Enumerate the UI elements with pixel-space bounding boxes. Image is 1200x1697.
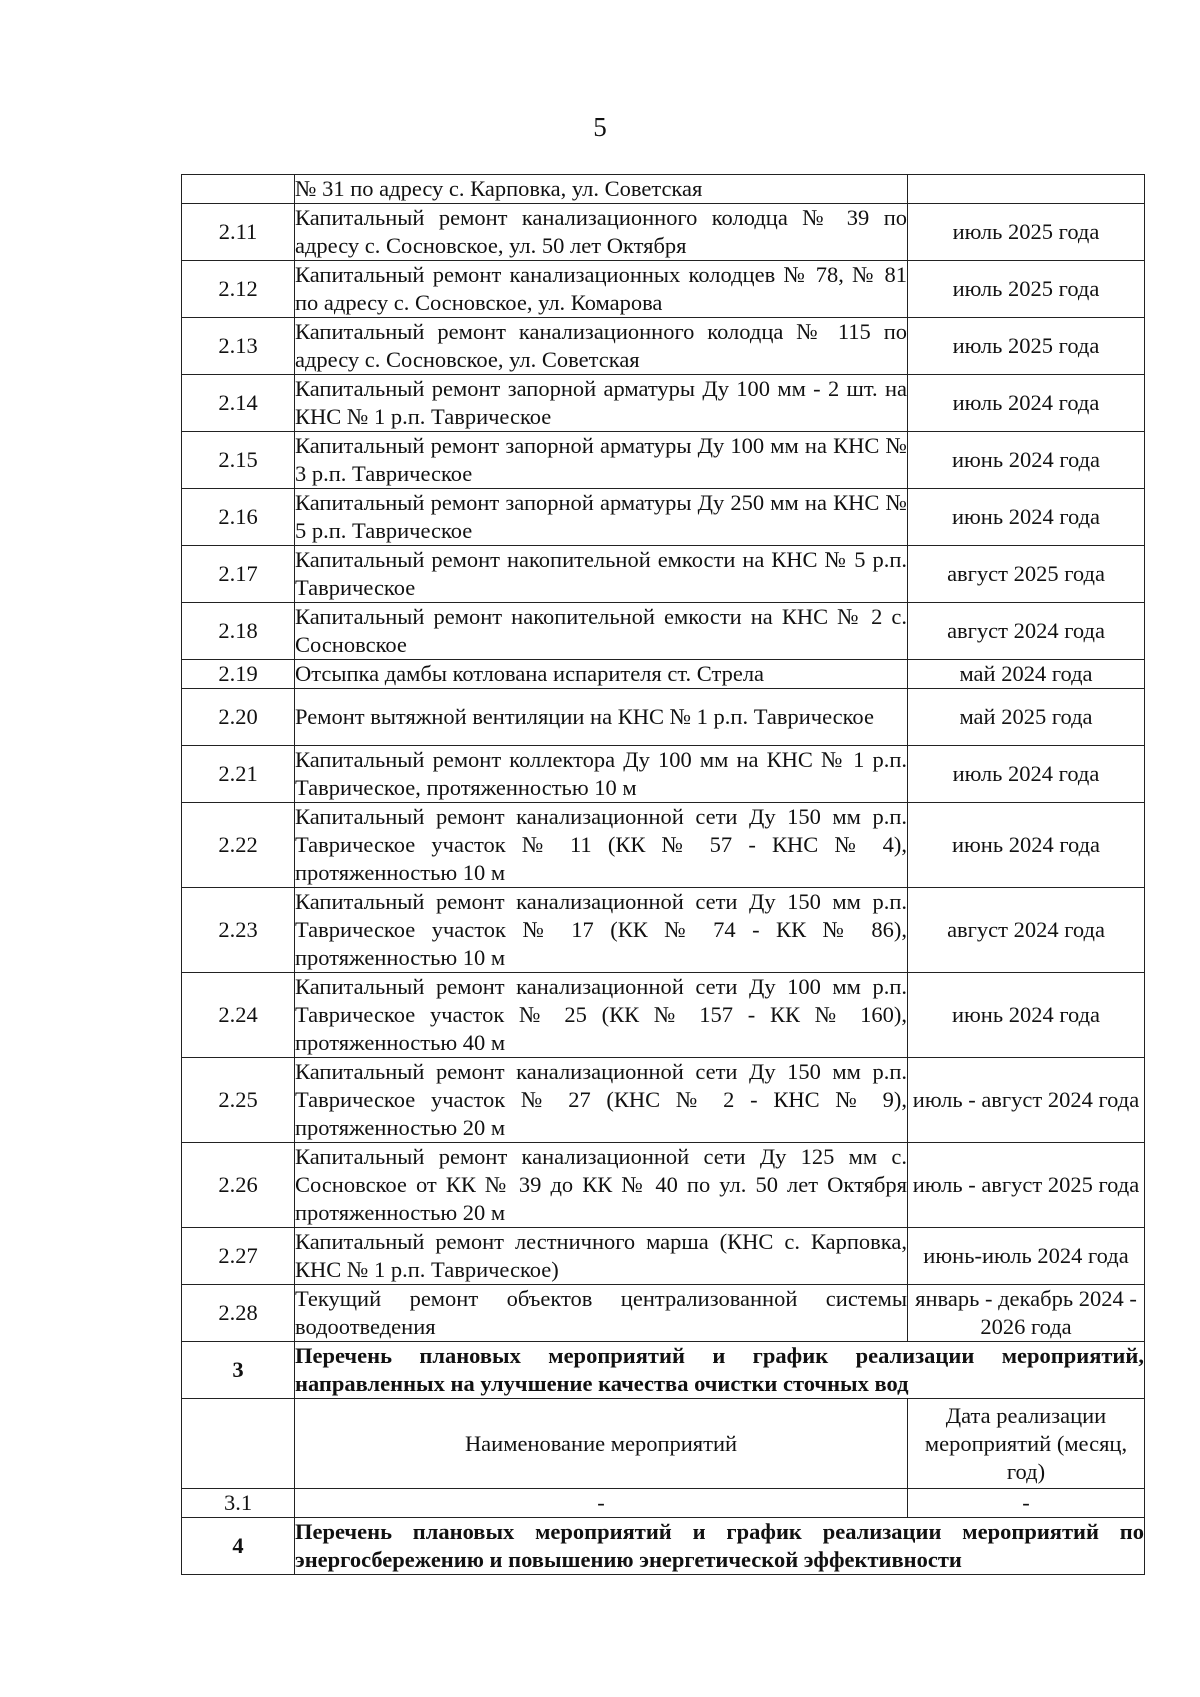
row-description: Капитальный ремонт канализационной сети Ду 150 мм р.п. Таврическое участок № 27 (КНС № 2 - КНС № 9), протяженностью 20 м bbox=[295, 1058, 908, 1143]
row-date: июль 2025 года bbox=[908, 204, 1145, 261]
row-date: июль 2025 года bbox=[908, 318, 1145, 375]
row-description: № 31 по адресу с. Карповка, ул. Советская bbox=[295, 175, 908, 204]
table-row bbox=[182, 803, 1145, 888]
row-description: Капитальный ремонт коллектора Ду 100 мм на КНС № 1 р.п. Таврическое, протяженностью 10 м bbox=[295, 746, 908, 803]
row-description: Капитальный ремонт канализационных колодцев № 78, № 81 по адресу с. Сосновское, ул. Комарова bbox=[295, 261, 908, 318]
table-row bbox=[182, 746, 1145, 803]
row-number: 2.22 bbox=[182, 803, 295, 888]
row-number: 3.1 bbox=[182, 1489, 295, 1518]
table-row bbox=[182, 546, 1145, 603]
section-3-header-row bbox=[182, 1342, 1145, 1399]
row-number: 2.19 bbox=[182, 660, 295, 689]
row-number: 2.23 bbox=[182, 888, 295, 973]
table-row bbox=[182, 1143, 1145, 1228]
row-date: май 2024 года bbox=[908, 660, 1145, 689]
section-4 bbox=[182, 1518, 1145, 1575]
row-date: июнь-июль 2024 года bbox=[908, 1228, 1145, 1285]
row-number: 2.25 bbox=[182, 1058, 295, 1143]
row-number: 2.26 bbox=[182, 1143, 295, 1228]
row-number: 2.27 bbox=[182, 1228, 295, 1285]
row-date: июнь 2024 года bbox=[908, 803, 1145, 888]
column-header-date: Дата реализации мероприятий (месяц, год) bbox=[908, 1399, 1145, 1489]
row-description: Капитальный ремонт канализационного колодца № 115 по адресу с. Сосновское, ул. Советская bbox=[295, 318, 908, 375]
table-row bbox=[182, 689, 1145, 746]
section-4-header-row bbox=[182, 1518, 1145, 1575]
row-description: Капитальный ремонт запорной арматуры Ду 250 мм на КНС № 5 р.п. Таврическое bbox=[295, 489, 908, 546]
section-3-column-header-row bbox=[182, 1399, 1145, 1489]
column-header-name: Наименование мероприятий bbox=[295, 1399, 908, 1489]
row-number: 2.17 bbox=[182, 546, 295, 603]
row-description: Капитальный ремонт канализационной сети Ду 125 мм с. Сосновское от КК № 39 до КК № 40 по ул. 50 лет Октября протяженностью 20 м bbox=[295, 1143, 908, 1228]
table-row bbox=[182, 1285, 1145, 1342]
section-3-title: Перечень плановых мероприятий и график реализации мероприятий, направленных на улучшение качества очистки сточных вод bbox=[295, 1342, 1145, 1399]
row-date: июнь 2024 года bbox=[908, 973, 1145, 1058]
table-row bbox=[182, 489, 1145, 546]
row-date: июль 2024 года bbox=[908, 746, 1145, 803]
row-date: июль 2025 года bbox=[908, 261, 1145, 318]
row-number: 2.13 bbox=[182, 318, 295, 375]
row-description: Капитальный ремонт лестничного марша (КНС с. Карповка, КНС № 1 р.п. Таврическое) bbox=[295, 1228, 908, 1285]
table-row bbox=[182, 1489, 1145, 1518]
row-date: июль 2024 года bbox=[908, 375, 1145, 432]
row-number: 2.12 bbox=[182, 261, 295, 318]
table-row bbox=[182, 888, 1145, 973]
row-date bbox=[908, 175, 1145, 204]
measures-table bbox=[181, 174, 1145, 1575]
row-date: август 2024 года bbox=[908, 888, 1145, 973]
section-3 bbox=[182, 1342, 1145, 1518]
row-number: 2.20 bbox=[182, 689, 295, 746]
row-date: май 2025 года bbox=[908, 689, 1145, 746]
row-description: Ремонт вытяжной вентиляции на КНС № 1 р.п. Таврическое bbox=[295, 689, 908, 746]
row-number: 2.21 bbox=[182, 746, 295, 803]
row-description: Капитальный ремонт накопительной емкости на КНС № 5 р.п. Таврическое bbox=[295, 546, 908, 603]
row-description: Капитальный ремонт запорной арматуры Ду 100 мм на КНС № 3 р.п. Таврическое bbox=[295, 432, 908, 489]
row-date: июнь 2024 года bbox=[908, 432, 1145, 489]
row-number bbox=[182, 175, 295, 204]
row-description: Капитальный ремонт канализационной сети Ду 150 мм р.п. Таврическое участок № 17 (КК № 74 - КК № 86), протяженностью 10 м bbox=[295, 888, 908, 973]
row-number: 2.28 bbox=[182, 1285, 295, 1342]
row-description: Капитальный ремонт канализационной сети Ду 150 мм р.п. Таврическое участок № 11 (КК № 57 - КНС № 4), протяженностью 10 м bbox=[295, 803, 908, 888]
section-4-number: 4 bbox=[182, 1518, 295, 1575]
table-row bbox=[182, 432, 1145, 489]
table-row bbox=[182, 175, 1145, 204]
section-3-number: 3 bbox=[182, 1342, 295, 1399]
row-date: - bbox=[908, 1489, 1145, 1518]
table-row bbox=[182, 1228, 1145, 1285]
row-date: июль - август 2024 года bbox=[908, 1058, 1145, 1143]
row-description: Капитальный ремонт канализационной сети Ду 100 мм р.п. Таврическое участок № 25 (КК № 157 - КК № 160), протяженностью 40 м bbox=[295, 973, 908, 1058]
table-row bbox=[182, 973, 1145, 1058]
table-row bbox=[182, 375, 1145, 432]
row-description: Капитальный ремонт накопительной емкости на КНС № 2 с. Сосновское bbox=[295, 603, 908, 660]
row-date: январь - декабрь 2024 - 2026 года bbox=[908, 1285, 1145, 1342]
row-description: - bbox=[295, 1489, 908, 1518]
row-number: 2.24 bbox=[182, 973, 295, 1058]
table-body bbox=[182, 175, 1145, 1342]
table-row bbox=[182, 204, 1145, 261]
row-number: 2.16 bbox=[182, 489, 295, 546]
row-description: Капитальный ремонт запорной арматуры Ду 100 мм - 2 шт. на КНС № 1 р.п. Таврическое bbox=[295, 375, 908, 432]
row-number: 2.11 bbox=[182, 204, 295, 261]
row-date: август 2024 года bbox=[908, 603, 1145, 660]
section-3-empty-cell bbox=[182, 1399, 295, 1489]
row-number: 2.15 bbox=[182, 432, 295, 489]
row-number: 2.18 bbox=[182, 603, 295, 660]
row-description: Текущий ремонт объектов централизованной системы водоотведения bbox=[295, 1285, 908, 1342]
table-row bbox=[182, 1058, 1145, 1143]
row-number: 2.14 bbox=[182, 375, 295, 432]
page-number: 5 bbox=[593, 112, 607, 142]
table-row bbox=[182, 318, 1145, 375]
row-date: август 2025 года bbox=[908, 546, 1145, 603]
table-row bbox=[182, 660, 1145, 689]
row-date: июнь 2024 года bbox=[908, 489, 1145, 546]
table-row bbox=[182, 603, 1145, 660]
section-4-title: Перечень плановых мероприятий и график реализации мероприятий по энергосбережению и повышению энергетической эффективности bbox=[295, 1518, 1145, 1575]
row-description: Отсыпка дамбы котлована испарителя ст. Стрела bbox=[295, 660, 908, 689]
table-row bbox=[182, 261, 1145, 318]
row-date: июль - август 2025 года bbox=[908, 1143, 1145, 1228]
row-description: Капитальный ремонт канализационного колодца № 39 по адресу с. Сосновское, ул. 50 лет Октября bbox=[295, 204, 908, 261]
